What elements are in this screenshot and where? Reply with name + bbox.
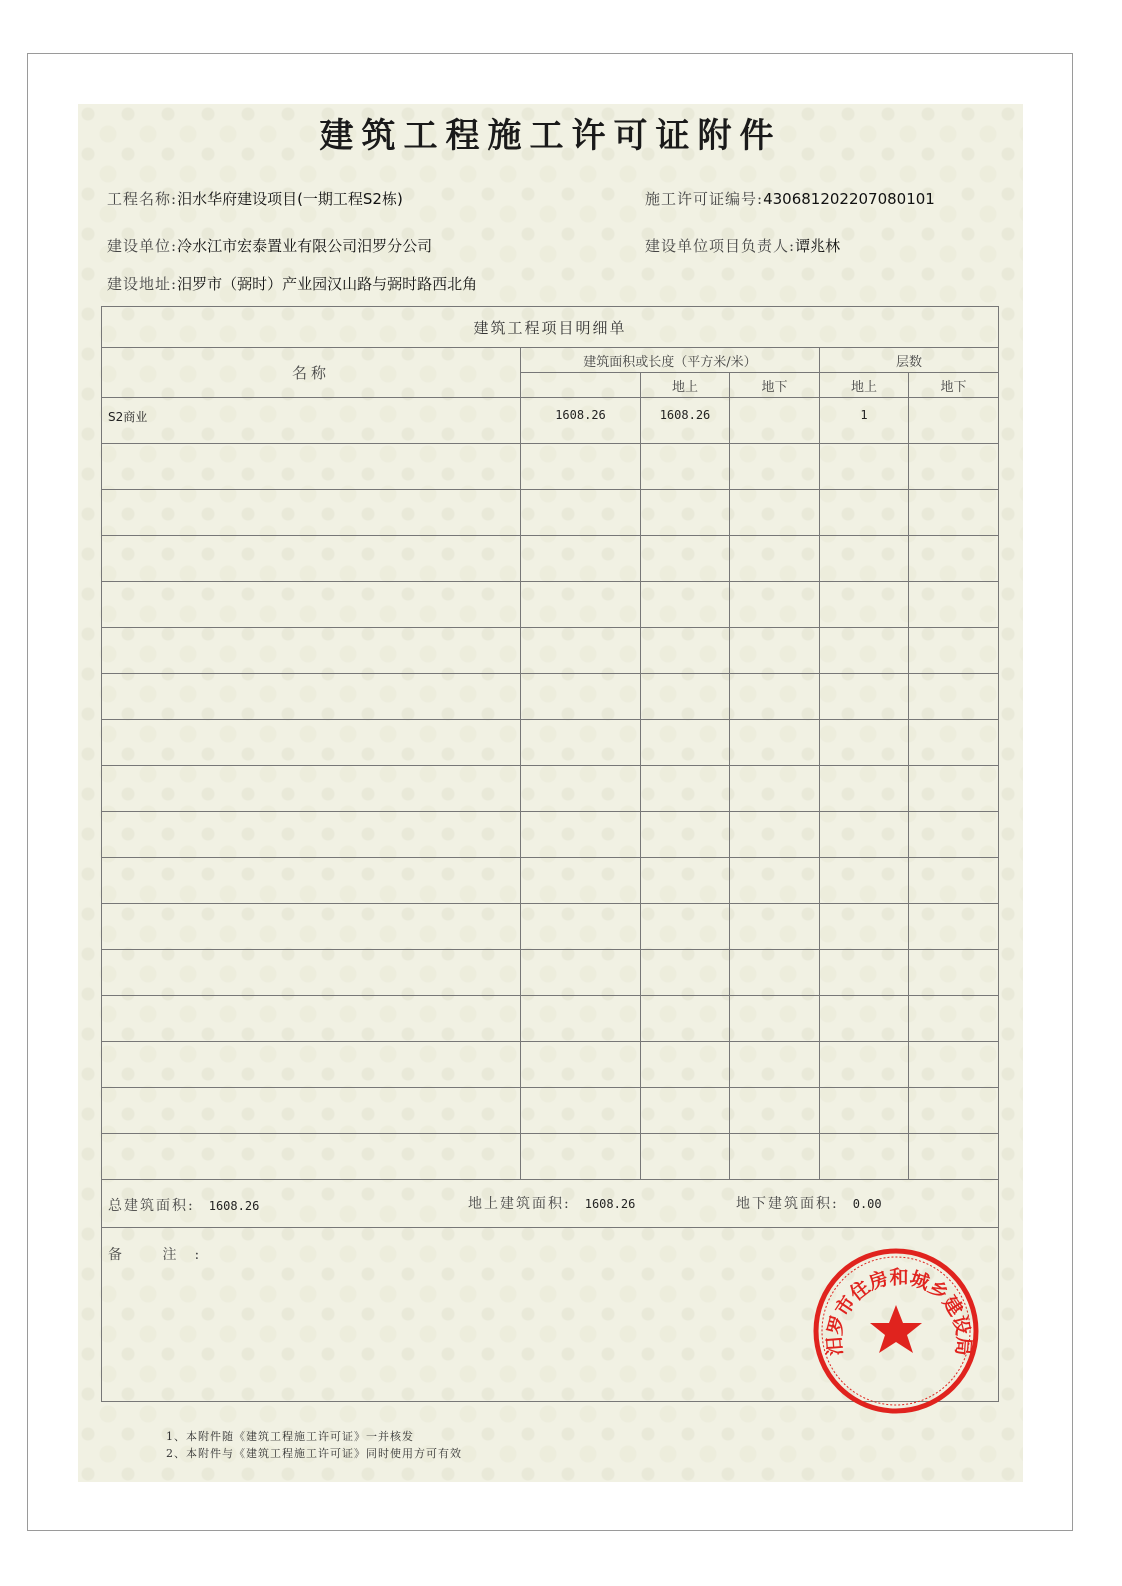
- table-row: [102, 536, 999, 582]
- empty-cell: [909, 904, 999, 950]
- table-row: [102, 1042, 999, 1088]
- footer-notes: [166, 1428, 462, 1462]
- empty-cell: [909, 950, 999, 996]
- below-area-value: 0.00: [852, 1197, 882, 1211]
- empty-cell: [820, 996, 909, 1042]
- empty-cell: [641, 904, 730, 950]
- total-area-label: 总建筑面积:: [108, 1198, 195, 1214]
- empty-cell: [521, 674, 641, 720]
- empty-cell: [730, 674, 820, 720]
- empty-cell: [909, 720, 999, 766]
- empty-cell: [730, 490, 820, 536]
- empty-cell: [730, 812, 820, 858]
- summary-row: [102, 1180, 999, 1228]
- empty-cell: [102, 1088, 521, 1134]
- header-floors-group: 层数: [820, 348, 999, 373]
- empty-cell: [641, 858, 730, 904]
- empty-cell: [641, 950, 730, 996]
- empty-cell: [521, 766, 641, 812]
- empty-cell: [820, 720, 909, 766]
- empty-cell: [730, 766, 820, 812]
- empty-cell: [521, 720, 641, 766]
- table-row: [102, 766, 999, 812]
- empty-cell: [521, 812, 641, 858]
- empty-cell: [102, 490, 521, 536]
- above-area-label: 地上建筑面积:: [468, 1196, 571, 1212]
- empty-cell: [641, 996, 730, 1042]
- empty-cell: [102, 812, 521, 858]
- above-area-value: 1608.26: [584, 1197, 636, 1211]
- empty-cell: [521, 1134, 641, 1180]
- table-row: [102, 628, 999, 674]
- remarks-label: 备 注:: [108, 1247, 218, 1263]
- above-area: [468, 1193, 635, 1213]
- below-area-label: 地下建筑面积:: [736, 1196, 839, 1212]
- permit-no-label: 施工许可证编号:: [645, 190, 764, 208]
- empty-cell: [909, 674, 999, 720]
- empty-cell: [641, 812, 730, 858]
- row-area-below: [730, 398, 820, 444]
- empty-cell: [641, 1042, 730, 1088]
- project-detail-table: [101, 306, 999, 1402]
- summary-cell: [102, 1180, 999, 1228]
- empty-cell: [820, 444, 909, 490]
- table-row: [102, 490, 999, 536]
- empty-cell: [102, 536, 521, 582]
- empty-cell: [641, 674, 730, 720]
- address-value: 汨罗市（弼时）产业园汉山路与弼时路西北角: [177, 275, 478, 293]
- empty-cell: [730, 904, 820, 950]
- empty-cell: [730, 858, 820, 904]
- table-row: [102, 904, 999, 950]
- permit-no-value: 430681202207080101: [763, 190, 935, 208]
- table-row: [102, 720, 999, 766]
- official-seal: [812, 1247, 980, 1415]
- builder-unit-field: [107, 235, 432, 256]
- empty-cell: [102, 858, 521, 904]
- empty-cell: [102, 950, 521, 996]
- empty-cell: [521, 1088, 641, 1134]
- table-row: [102, 444, 999, 490]
- empty-cell: [102, 996, 521, 1042]
- empty-cell: [909, 1134, 999, 1180]
- empty-cell: [102, 1134, 521, 1180]
- unit-manager-label: 建设单位项目负责人:: [645, 237, 796, 255]
- table-row: [102, 1088, 999, 1134]
- empty-cell: [641, 582, 730, 628]
- empty-cell: [909, 858, 999, 904]
- empty-cell: [521, 628, 641, 674]
- empty-cell: [521, 996, 641, 1042]
- empty-cell: [521, 536, 641, 582]
- permit-no-field: [645, 188, 935, 209]
- table-row: [102, 582, 999, 628]
- empty-cell: [820, 812, 909, 858]
- header-name: 名称: [102, 348, 521, 398]
- total-area: [108, 1195, 259, 1215]
- project-name-label: 工程名称:: [107, 190, 178, 208]
- empty-cell: [820, 674, 909, 720]
- empty-cell: [730, 582, 820, 628]
- empty-cell: [909, 582, 999, 628]
- header-area-group: 建筑面积或长度（平方米/米）: [521, 348, 820, 373]
- empty-cell: [820, 904, 909, 950]
- total-area-value: 1608.26: [208, 1199, 260, 1213]
- empty-cell: [641, 766, 730, 812]
- empty-cell: [820, 1042, 909, 1088]
- empty-cell: [909, 490, 999, 536]
- header-floors-above: 地上: [820, 373, 909, 398]
- empty-cell: [102, 444, 521, 490]
- empty-cell: [730, 996, 820, 1042]
- empty-cell: [641, 444, 730, 490]
- empty-cell: [730, 720, 820, 766]
- row-name: S2商业: [102, 398, 521, 444]
- header-area-above: 地上: [641, 373, 730, 398]
- empty-cell: [909, 628, 999, 674]
- empty-cell: [521, 444, 641, 490]
- table-row: [102, 674, 999, 720]
- empty-cell: [909, 1042, 999, 1088]
- table-row: [102, 398, 999, 444]
- empty-cell: [102, 766, 521, 812]
- empty-cell: [820, 490, 909, 536]
- table-caption: 建筑工程项目明细单: [102, 307, 999, 348]
- unit-manager-value: 谭兆林: [795, 237, 841, 255]
- empty-cell: [641, 490, 730, 536]
- empty-cell: [730, 1134, 820, 1180]
- empty-cell: [102, 904, 521, 950]
- empty-cell: [820, 536, 909, 582]
- empty-cell: [820, 858, 909, 904]
- header-area-total: [521, 373, 641, 398]
- address-label: 建设地址:: [107, 275, 178, 293]
- empty-cell: [909, 812, 999, 858]
- project-name-field: [107, 188, 403, 209]
- empty-cell: [909, 444, 999, 490]
- empty-cell: [521, 582, 641, 628]
- empty-cell: [909, 1088, 999, 1134]
- empty-cell: [102, 674, 521, 720]
- table-row: [102, 1134, 999, 1180]
- empty-cell: [730, 444, 820, 490]
- empty-cell: [730, 950, 820, 996]
- table-row: [102, 858, 999, 904]
- empty-cell: [730, 1042, 820, 1088]
- empty-cell: [521, 950, 641, 996]
- header-floors-below: 地下: [909, 373, 999, 398]
- empty-cell: [102, 628, 521, 674]
- note-1: 1、本附件随《建筑工程施工许可证》一并核发: [166, 1430, 414, 1443]
- table-row: [102, 950, 999, 996]
- empty-cell: [521, 490, 641, 536]
- seal-text: 汨罗市住房和城乡建设局: [823, 1266, 975, 1357]
- builder-unit-label: 建设单位:: [107, 237, 178, 255]
- empty-cell: [641, 1134, 730, 1180]
- header-area-below: 地下: [730, 373, 820, 398]
- empty-cell: [102, 582, 521, 628]
- empty-cell: [820, 766, 909, 812]
- address-field: [107, 273, 477, 294]
- builder-unit-value: 冷水江市宏泰置业有限公司汨罗分公司: [177, 237, 433, 255]
- empty-cell: [102, 720, 521, 766]
- seal-star-icon: [870, 1305, 922, 1353]
- document-title: 建筑工程施工许可证附件: [319, 116, 782, 156]
- empty-cell: [102, 1042, 521, 1088]
- empty-cell: [730, 628, 820, 674]
- row-floors-below: [909, 398, 999, 444]
- empty-cell: [820, 582, 909, 628]
- unit-manager-field: [645, 235, 840, 256]
- empty-cell: [641, 628, 730, 674]
- empty-cell: [730, 1088, 820, 1134]
- project-name-value: 汨水华府建设项目(一期工程S2栋): [177, 190, 403, 208]
- empty-cell: [730, 536, 820, 582]
- row-floors-above: 1: [820, 398, 909, 444]
- table-row: [102, 812, 999, 858]
- note-2: 2、本附件与《建筑工程施工许可证》同时使用方可有效: [166, 1447, 462, 1460]
- empty-cell: [820, 628, 909, 674]
- empty-cell: [820, 1088, 909, 1134]
- row-area-above: 1608.26: [641, 398, 730, 444]
- empty-cell: [521, 1042, 641, 1088]
- empty-cell: [909, 996, 999, 1042]
- empty-cell: [641, 720, 730, 766]
- empty-cell: [641, 1088, 730, 1134]
- table-row: [102, 996, 999, 1042]
- empty-cell: [909, 766, 999, 812]
- empty-cell: [820, 950, 909, 996]
- empty-cell: [641, 536, 730, 582]
- empty-cell: [909, 536, 999, 582]
- empty-cell: [521, 858, 641, 904]
- row-area-total: 1608.26: [521, 398, 641, 444]
- below-area: [736, 1193, 882, 1213]
- empty-cell: [820, 1134, 909, 1180]
- empty-cell: [521, 904, 641, 950]
